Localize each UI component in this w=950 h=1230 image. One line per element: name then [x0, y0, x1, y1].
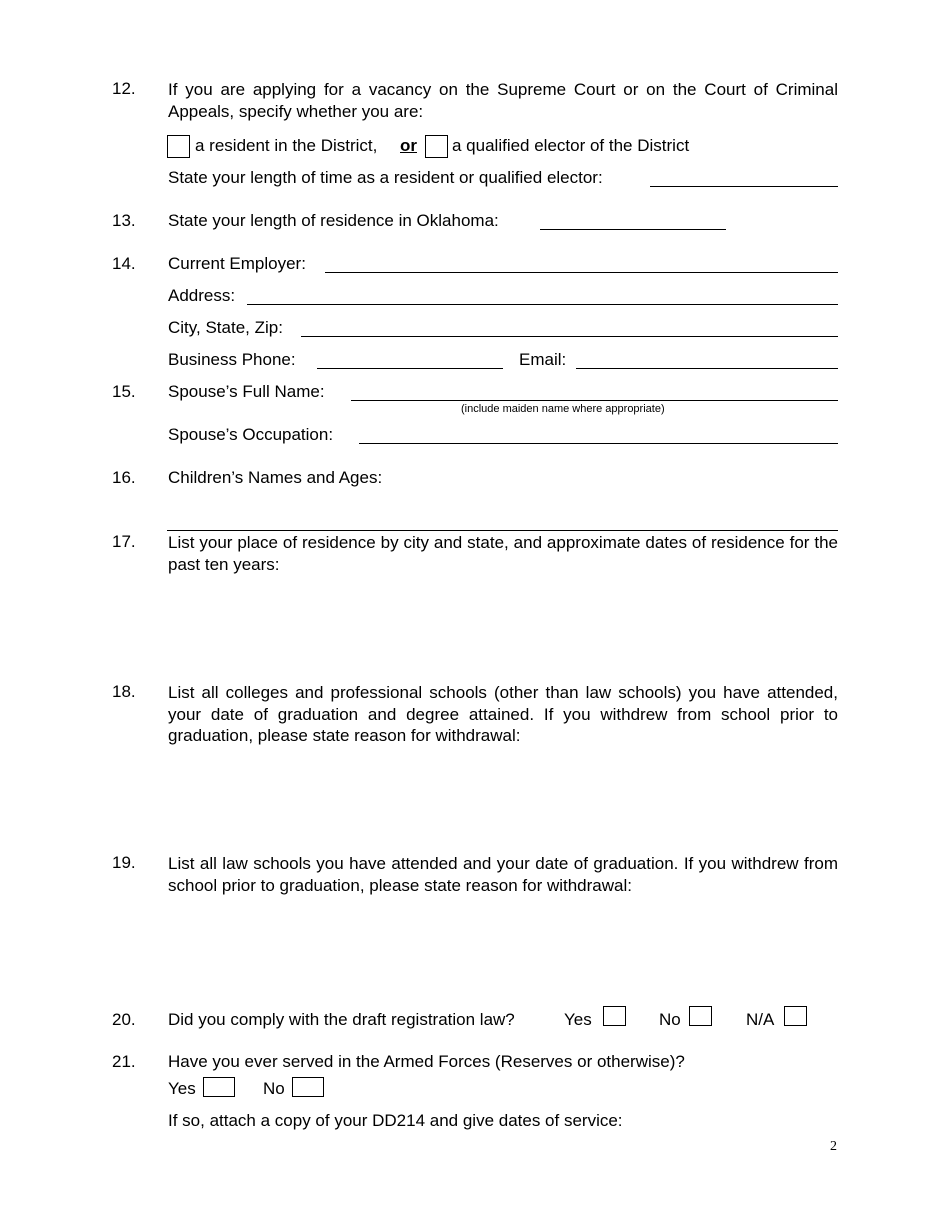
q17-question: List your place of residence by city and state, and approximate dates of residence for the past ten years:	[168, 533, 838, 574]
q14-employer-field[interactable]	[325, 272, 838, 273]
q12-length-label: State your length of time as a resident or qualified elector:	[168, 168, 603, 187]
page-number: 2	[830, 1139, 837, 1154]
q13-number: 13.	[112, 211, 136, 230]
q12-resident-label: a resident in the District,	[195, 136, 378, 155]
q13-label: State your length of residence in Oklahoma:	[168, 211, 499, 230]
q14-number: 14.	[112, 254, 136, 273]
q20-question: Did you comply with the draft registration law?	[168, 1010, 515, 1029]
q14-phone-label: Business Phone:	[168, 350, 296, 369]
q21-yes-checkbox[interactable]	[203, 1077, 235, 1097]
q14-address-label: Address:	[168, 286, 236, 305]
q16-label: Children’s Names and Ages:	[168, 468, 383, 487]
q15-name-label: Spouse’s Full Name:	[168, 382, 325, 401]
q20-number: 20.	[112, 1010, 136, 1029]
q18-question: List all colleges and professional schools (other than law schools) you have attended, your date of graduation and degree attained. If you withdrew from school prior to graduation, please state reason for withdrawal:	[168, 683, 838, 745]
q15-number: 15.	[112, 382, 136, 401]
q21-no-label: No	[263, 1079, 285, 1098]
q14-address-field[interactable]	[247, 304, 838, 305]
q14-city-field[interactable]	[301, 336, 838, 337]
q16-number: 16.	[112, 468, 136, 487]
q13-residence-field[interactable]	[540, 229, 726, 230]
q12-elector-label: a qualified elector of the District	[452, 136, 690, 155]
q15-name-field[interactable]	[351, 400, 838, 401]
q12-length-field[interactable]	[650, 186, 838, 187]
q20-na-checkbox[interactable]	[784, 1006, 807, 1026]
q21-number: 21.	[112, 1052, 136, 1071]
q12-or-label: or	[400, 136, 417, 155]
q15-occupation-field[interactable]	[359, 443, 838, 444]
q21-yes-label: Yes	[168, 1079, 196, 1098]
q20-na-label: N/A	[746, 1010, 775, 1029]
q20-no-checkbox[interactable]	[689, 1006, 712, 1026]
q12-resident-checkbox[interactable]	[167, 135, 190, 158]
q14-email-field[interactable]	[576, 368, 838, 369]
q14-email-label: Email:	[519, 350, 567, 369]
q19-number: 19.	[112, 853, 136, 872]
q15-name-note: (include maiden name where appropriate)	[461, 403, 665, 415]
q20-yes-checkbox[interactable]	[603, 1006, 626, 1026]
q17-number: 17.	[112, 532, 136, 551]
q18-number: 18.	[112, 682, 136, 701]
q12-number: 12.	[112, 79, 136, 98]
q19-question: List all law schools you have attended and your date of graduation. If you withdrew from school prior to graduation, please state reason for withdrawal:	[168, 854, 838, 895]
q16-children-field[interactable]	[167, 530, 838, 531]
q12-elector-checkbox[interactable]	[425, 135, 448, 158]
q20-no-label: No	[659, 1010, 681, 1029]
q14-phone-field[interactable]	[317, 368, 503, 369]
q20-yes-label: Yes	[564, 1010, 592, 1029]
q21-question: Have you ever served in the Armed Forces (Reserves or otherwise)?	[168, 1052, 685, 1071]
q14-city-label: City, State, Zip:	[168, 318, 283, 337]
q14-employer-label: Current Employer:	[168, 254, 306, 273]
q15-occupation-label: Spouse’s Occupation:	[168, 425, 334, 444]
q21-followup: If so, attach a copy of your DD214 and give dates of service:	[168, 1111, 623, 1130]
q21-no-checkbox[interactable]	[292, 1077, 324, 1097]
q12-question: If you are applying for a vacancy on the Supreme Court or on the Court of Criminal Appeals, specify whether you are:	[168, 80, 838, 121]
